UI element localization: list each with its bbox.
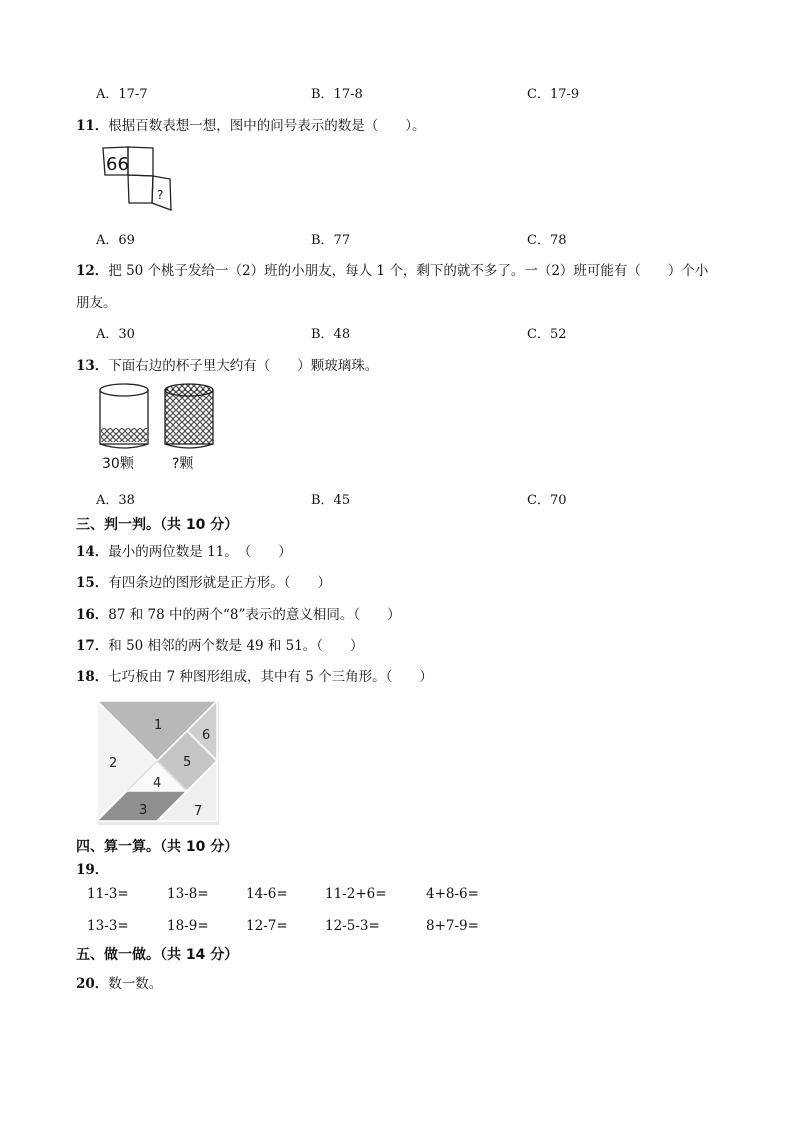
question-12-line2: 朋友。 — [76, 295, 117, 311]
question-number: 15． — [76, 575, 109, 591]
q19-row1-item2: 13-8= — [167, 886, 209, 902]
question-11 — [76, 114, 426, 134]
question-text: 和 50 相邻的两个数是 49 和 51。（ ） — [108, 638, 364, 654]
q10-option-c: C．17-9 — [527, 87, 580, 102]
right-cup — [165, 384, 213, 448]
question-number: 20． — [76, 976, 109, 992]
hundred-chart-figure — [100, 145, 176, 213]
q12-option-b: B．48 — [311, 327, 351, 342]
tangram-label-3: 3 — [139, 803, 148, 818]
chart-known-number: 66 — [106, 154, 129, 175]
tangram-label-1: 1 — [154, 718, 163, 733]
q19-row2-item5: 8+7-9= — [426, 918, 479, 934]
question-18 — [76, 665, 433, 685]
left-cup — [100, 384, 148, 448]
tangram-label-5: 5 — [183, 755, 192, 770]
q19-row2-item2: 18-9= — [167, 918, 209, 934]
q19-row1-item5: 4+8-6= — [426, 886, 479, 902]
section-3-heading: 三、判一判。（共 10 分） — [76, 517, 239, 533]
tangram-figure — [97, 701, 219, 825]
q19-row1-item4: 11-2+6= — [325, 886, 387, 902]
question-number: 13． — [76, 358, 109, 374]
q19-row2-item3: 12-7= — [246, 918, 288, 934]
q13-option-c: C．70 — [527, 493, 567, 508]
q11-option-a: A．69 — [96, 233, 135, 248]
question-12 — [76, 259, 708, 279]
question-20 — [76, 972, 162, 992]
question-number: 16． — [76, 607, 109, 623]
question-16 — [76, 603, 401, 623]
chart-question-mark: ? — [157, 188, 164, 202]
q13-option-b: B．45 — [311, 493, 351, 508]
question-text: 有四条边的图形就是正方形。（ ） — [108, 575, 332, 591]
question-number: 18． — [76, 669, 109, 685]
question-number: 11． — [76, 118, 109, 134]
q10-option-a: A．17-7 — [96, 87, 148, 102]
q12-option-c: C．52 — [527, 327, 567, 342]
q19-row1-item3: 14-6= — [246, 886, 288, 902]
left-cup-label: 30颗 — [102, 456, 134, 472]
question-text-line1: 把 50 个桃子发给一（2）班的小朋友，每人 1 个，剩下的就不多了。一（2）班可能有（ ）个小 — [108, 263, 709, 279]
q12-option-a: A．30 — [96, 327, 135, 342]
cups-figure — [95, 380, 225, 475]
q19-row1-item1: 11-3= — [87, 886, 129, 902]
q11-option-b: B．77 — [311, 233, 351, 248]
q11-option-c: C．78 — [527, 233, 567, 248]
question-text: 下面右边的杯子里大约有（ ）颗玻璃珠。 — [108, 358, 379, 374]
q19-row2-item1: 13-3= — [87, 918, 129, 934]
question-13 — [76, 354, 378, 374]
question-number: 12． — [76, 263, 109, 279]
right-cup-label: ?颗 — [172, 456, 194, 472]
question-19-number: 19． — [76, 862, 109, 878]
section-4-heading: 四、算一算。（共 10 分） — [76, 839, 239, 855]
section-5-heading: 五、做一做。（共 14 分） — [76, 947, 239, 963]
q19-row2-item4: 12-5-3= — [325, 918, 380, 934]
question-text: 根据百数表想一想，图中的问号表示的数是（ ）。 — [108, 118, 426, 134]
question-number: 17． — [76, 638, 109, 654]
question-17 — [76, 634, 364, 654]
tangram-label-4: 4 — [153, 776, 162, 791]
question-text: 87 和 78 中的两个“8”表示的意义相同。（ ） — [108, 607, 401, 623]
question-15 — [76, 571, 331, 591]
q10-option-b: B．17-8 — [311, 87, 363, 102]
question-text: 七巧板由 7 种图形组成，其中有 5 个三角形。（ ） — [108, 669, 433, 685]
tangram-label-6: 6 — [202, 728, 211, 743]
tangram-label-2: 2 — [109, 756, 118, 771]
question-text: 数一数。 — [108, 976, 163, 992]
question-number: 14． — [76, 544, 109, 560]
question-text: 最小的两位数是 11。 （ ） — [108, 544, 292, 560]
q13-option-a: A．38 — [96, 493, 135, 508]
question-14 — [76, 540, 292, 560]
tangram-label-7: 7 — [194, 804, 203, 819]
